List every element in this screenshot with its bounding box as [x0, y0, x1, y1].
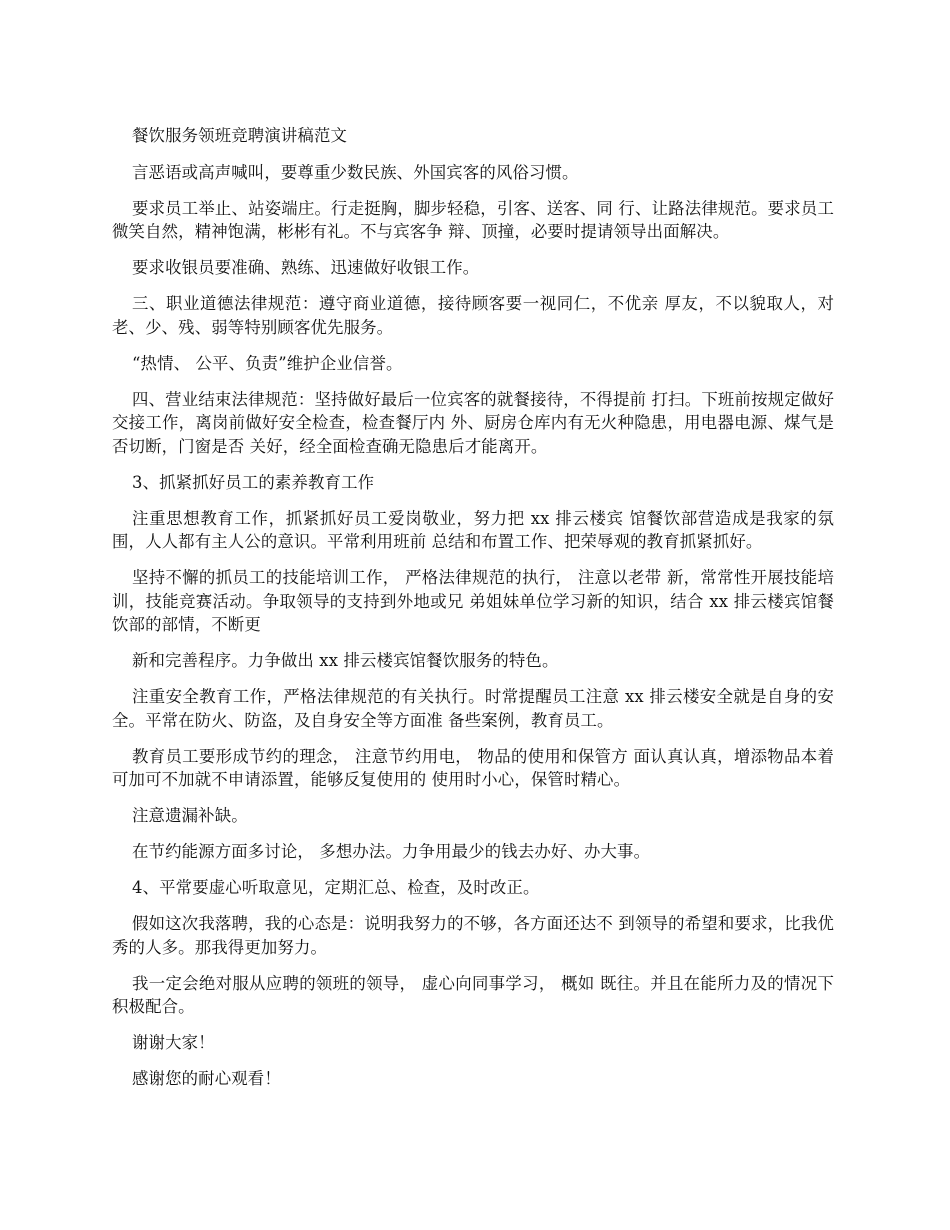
closing-line: 谢谢大家！ [132, 1033, 215, 1052]
paragraph: 假如这次我落聘，我的心态是：说明我努力的不够，各方面还达不 到领导的希望和要求，比我优秀的人多。那我得更加努力。 [112, 914, 834, 957]
paragraph: 注重思想教育工作，抓紧抓好员工爱岗敬业，努力把 xx 排云楼宾 馆餐饮部营造成是我家的氛围，人人都有主人公的意识。平常利用班前 总结和布置工作、把荣辱观的教育抓紧抓好。 [112, 508, 834, 551]
paragraph: 坚持不懈的抓员工的技能培训工作， 严格法律规范的执行， 注意以老带 新，常常性开展技能培训，技能竞赛活动。争取领导的支持到外地或兄 弟姐妹单位学习新的知识，结合 xx 排云楼宾馆餐饮部的部情，不断更 [112, 568, 834, 634]
paragraph: 在节约能源方面多讨论， 多想办法。力争用最少的钱去办好、办大事。 [132, 842, 651, 861]
document-body [112, 124, 834, 1103]
paragraph: 要求员工举止、站姿端庄。行走挺胸，脚步轻稳，引客、送客、同 行、让路法律规范。要求员工微笑自然，精神饱满，彬彬有礼。不与宾客争 辩、顶撞，必要时提请领导出面解决。 [112, 198, 834, 241]
paragraph: 注意遗漏补缺。 [132, 806, 248, 825]
paragraph: 四、营业结束法律规范：坚持做好最后一位宾客的就餐接待，不得提前 打扫。下班前按规定做好交接工作，离岗前做好安全检查，检查餐厅内 外、厨房仓库内有无火种隐患，用电器电源、煤气是否切断，门窗是否 关好，经全面检查确无隐患后才能离开。 [112, 389, 834, 456]
paragraph: 要求收银员要准确、熟练、迅速做好收银工作。 [132, 258, 480, 277]
paragraph: 教育员工要形成节约的理念， 注意节约用电， 物品的使用和保管方 面认真认真，增添物品本着可加可不加就不申请添置，能够反复使用的 使用时小心，保管时精心。 [112, 746, 834, 789]
paragraph: 新和完善程序。力争做出 xx 排云楼宾馆餐饮服务的特色。 [132, 651, 559, 670]
paragraph: 三、职业道德法律规范：遵守商业道德，接待顾客要一视同仁，不优亲 厚友，不以貌取人，对老、少、残、弱等特别顾客优先服务。 [112, 294, 834, 337]
section-heading: 3、抓紧抓好员工的素养教育工作 [132, 472, 375, 492]
section-heading: 4、平常要虚心听取意见，定期汇总、检查，及时改正。 [132, 878, 540, 897]
paragraph: 注重安全教育工作，严格法律规范的有关执行。时常提醒员工注意 xx 排云楼安全就是自身的安全。平常在防火、防盗，及自身安全等方面准 备些案例，教育员工。 [112, 687, 834, 730]
document-title: 餐饮服务领班竞聘演讲稿范文 [132, 126, 348, 145]
paragraph: 我一定会绝对服从应聘的领班的领导， 虚心向同事学习， 概如 既往。并且在能所力及的情况下积极配合。 [112, 973, 834, 1016]
paragraph: 言恶语或高声喊叫，要尊重少数民族、外国宾客的风俗习惯。 [132, 162, 579, 182]
paragraph: “热情、 公平、负责”维护企业信誉。 [132, 353, 403, 373]
closing-line: 感谢您的耐心观看！ [132, 1069, 281, 1088]
